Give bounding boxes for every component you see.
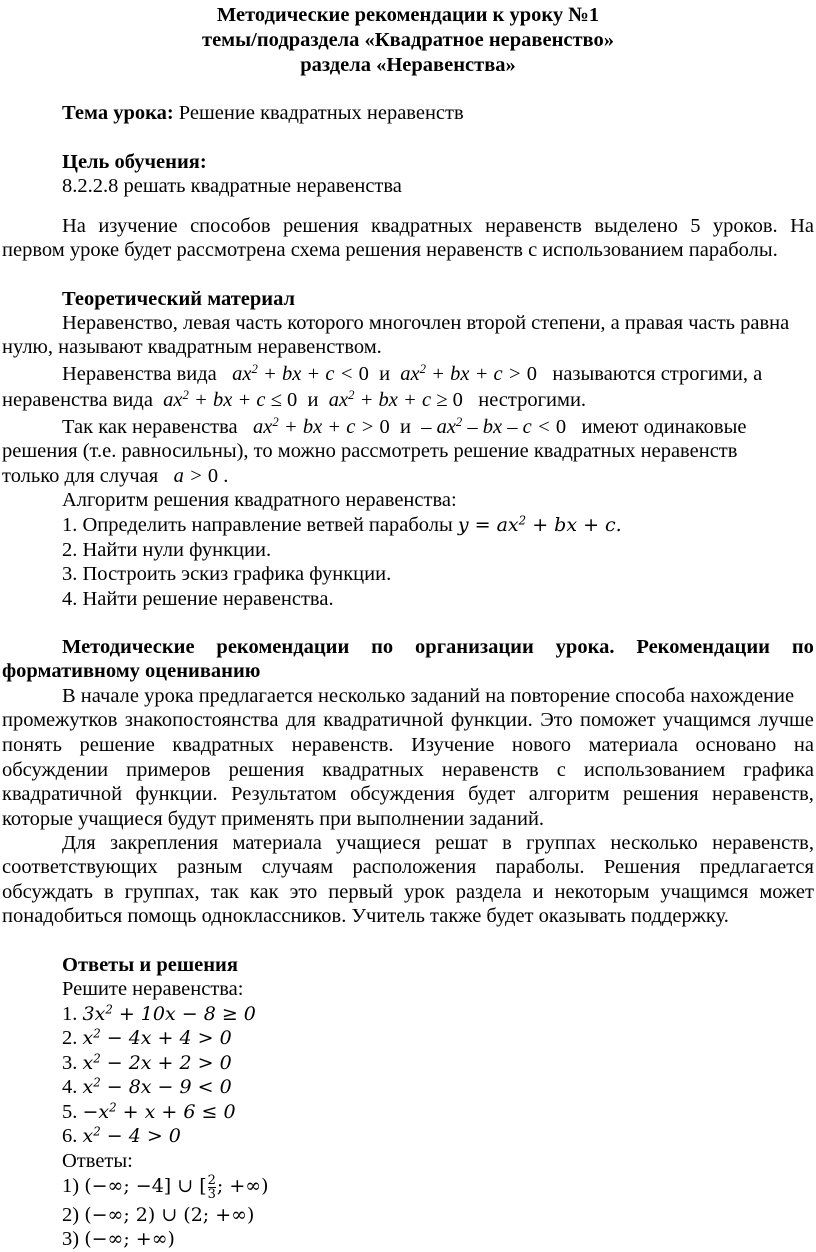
word: материала — [588, 734, 678, 756]
goal-value: 8.2.2.8 решать квадратные неравенства — [62, 175, 402, 197]
word: обсуждении — [2, 759, 109, 781]
word: решение — [79, 734, 155, 756]
word: решения — [283, 215, 359, 237]
word: На — [62, 215, 86, 237]
word: Изучение — [411, 734, 495, 756]
item-number: 2) — [62, 1204, 85, 1226]
word: Решения — [603, 856, 681, 878]
word: алгоритм — [528, 783, 610, 805]
fraction-denominator: 3 — [207, 1187, 216, 1202]
word: Рекомендации — [636, 636, 770, 658]
method-p2-line3 — [2, 880, 814, 905]
word: 5 — [690, 215, 701, 237]
intro-line1 — [62, 214, 814, 239]
word: так — [210, 881, 239, 903]
algo-title: Алгоритм решения квадратного неравенства: — [62, 489, 457, 511]
word: квадратных — [172, 734, 275, 756]
algo-step-2: 2. Найти нули функции. — [62, 539, 272, 561]
theory-p1-line2: нулю, называют квадратным неравенством. — [2, 336, 382, 358]
word: группах, — [124, 881, 200, 903]
formula-ans-2: (−∞; 2) ∪ (2; +∞) — [84, 1204, 255, 1226]
answers-prompt: Решите неравенства: — [62, 978, 244, 1000]
answer-3 — [62, 1227, 802, 1252]
word: Это — [540, 709, 573, 731]
word: с — [556, 759, 566, 781]
text-span: нестрогими. — [478, 389, 587, 411]
theory-p4-line1 — [62, 415, 814, 440]
inequality-3 — [62, 1051, 802, 1076]
item-number: 1. — [62, 1003, 83, 1025]
text-span: Неравенства вида — [62, 363, 217, 385]
word: неравенств, — [712, 783, 814, 805]
method-p1-line3 — [2, 733, 814, 758]
answer-2 — [62, 1203, 802, 1228]
answer-1 — [62, 1174, 802, 1201]
word: графика — [743, 759, 814, 781]
word: знакопостоянства — [124, 709, 279, 731]
word: примеров — [126, 759, 211, 781]
word: изучение — [98, 215, 178, 237]
method-title-line2: формативному оцениванию — [2, 660, 261, 682]
theory-p3-line — [2, 388, 814, 413]
word: неравенств — [441, 759, 539, 781]
formula-equiv-1: $ax^2$ + bx + c > 0 — [253, 415, 390, 438]
method-p2-line1 — [62, 831, 814, 856]
theory-title: Теоретический материал — [62, 288, 296, 310]
word: закрепления — [110, 832, 219, 854]
algo-step-3: 3. Построить эскиз графика функции. — [62, 563, 392, 585]
word: На — [790, 215, 814, 237]
word: выделено — [594, 215, 678, 237]
word: основано — [695, 734, 777, 756]
item-number: 6. — [62, 1125, 83, 1147]
topic-line — [62, 101, 802, 126]
word: учащиеся — [336, 832, 421, 854]
theory-p2-line — [62, 362, 814, 387]
word: уроков. — [712, 215, 778, 237]
theory-p1-line1: Неравенство, левая часть которого многочлен второй степени, а правая часть равна — [62, 312, 790, 334]
word: и — [532, 881, 544, 903]
text-span: только для случая — [2, 465, 159, 487]
method-p1-line4 — [2, 758, 814, 783]
word: некоторым — [554, 881, 650, 903]
text-span: называются строгими, а — [552, 363, 763, 385]
word: для — [285, 709, 316, 731]
answers-label: Ответы: — [62, 1150, 133, 1172]
word: неравенств. — [291, 734, 394, 756]
method-p2-line2 — [2, 855, 814, 880]
word: понять — [2, 734, 62, 756]
formula-equiv-2: – $ax^2$ – bx – c < 0 — [421, 415, 567, 438]
word: параболы. — [495, 856, 585, 878]
word: обсуждать — [2, 881, 93, 903]
word: неравенств — [485, 215, 582, 237]
method-p1-line6: которые учащиеся будут применять при выполнении заданий. — [2, 808, 545, 830]
word: функции. — [135, 783, 218, 805]
word: расположения — [352, 856, 477, 878]
algo-step-4: 4. Найти решение неравенства. — [62, 588, 334, 610]
topic-value: Решение квадратных неравенств — [173, 102, 464, 124]
word: рекомендации — [216, 636, 350, 658]
text-span: имеют одинаковые — [581, 416, 747, 438]
text-span: . — [218, 465, 229, 487]
word: материала — [232, 832, 322, 854]
item-number: 4. — [62, 1076, 83, 1098]
method-title-line1 — [62, 635, 814, 660]
item-number: 1) — [62, 1175, 85, 1198]
formula-parabola: $y = ax^2$ + bx + c. — [457, 513, 622, 536]
goal-label: Цель обучения: — [62, 151, 207, 173]
item-number: 3. — [62, 1052, 83, 1074]
method-p1-line2 — [2, 708, 814, 733]
word: будет — [468, 783, 516, 805]
fraction — [208, 1174, 216, 1201]
inequality-6 — [62, 1124, 802, 1149]
word: поможет — [580, 709, 656, 731]
formula-ineq-5: $-x^2 + x + 6 \le 0$ — [82, 1100, 236, 1123]
word: по — [791, 636, 814, 658]
formula-ineq-4: $x^2 - 8x - 9 < 0$ — [82, 1075, 232, 1098]
text-span: Так как неравенства — [62, 416, 238, 438]
word: квадратных — [371, 215, 473, 237]
word: это — [289, 881, 318, 903]
word: решения — [228, 759, 305, 781]
answers-title: Ответы и решения — [62, 954, 238, 976]
inequality-5 — [62, 1100, 802, 1125]
topic-label: Тема урока: — [62, 102, 174, 124]
word: обсуждения — [350, 783, 455, 805]
word: организации — [415, 636, 534, 658]
method-p2-line4: понадобиться помощь одноклассников. Учитель также будет оказывать поддержку. — [2, 905, 729, 927]
doc-title-line2: темы/подраздела «Квадратное неравенство» — [202, 29, 614, 51]
word: решат — [435, 832, 488, 854]
word: учащимся — [662, 709, 751, 731]
word: Для — [62, 832, 96, 854]
algo-step-1 — [62, 513, 814, 538]
formula-strict-less: $ax^2$ + bx + c < 0 — [232, 362, 369, 385]
formula-strict-greater: $ax^2$ + bx + c > 0 — [400, 362, 537, 385]
word: случаям — [261, 856, 334, 878]
word: Результатом — [231, 783, 337, 805]
text-span: и — [379, 363, 391, 385]
formula-ineq-1: $3x^2 + 10x - 8 \ge 0$ — [82, 1002, 256, 1025]
fraction-numerator: 2 — [207, 1173, 216, 1188]
item-number: 3) — [62, 1228, 85, 1250]
word: в — [103, 881, 114, 903]
word: по — [371, 636, 394, 658]
word: раздела — [455, 881, 522, 903]
doc-title-line1: Методические рекомендации к уроку №1 — [216, 4, 600, 26]
word: способов — [190, 215, 271, 237]
word: использованием — [583, 759, 726, 781]
word: нового — [511, 734, 572, 756]
word: квадратных — [322, 759, 424, 781]
word: в — [502, 832, 512, 854]
inequality-2 — [62, 1026, 802, 1051]
word: первый — [328, 881, 394, 903]
item-number: 5. — [62, 1101, 83, 1123]
method-p1-line5 — [2, 782, 814, 807]
word: лучше — [758, 709, 814, 731]
word: квадратичной — [2, 783, 123, 805]
word: урока. — [555, 636, 615, 658]
word: может — [759, 881, 814, 903]
formula-ans-1: (−∞; −4] ∪ [ $\frac{2}{3}$ ; +∞) — [84, 1173, 269, 1202]
text-span: и — [399, 416, 411, 438]
word: урок — [404, 881, 445, 903]
formula-ineq-3: $x^2 - 2x + 2 > 0$ — [82, 1051, 232, 1074]
theory-p4-line2: решения (т.е. равносильны), то можно рассмотреть решение квадратных неравенств — [2, 440, 738, 462]
formula-ans-3: (−∞; +∞) — [84, 1228, 175, 1250]
word: на — [793, 734, 814, 756]
text-span: 1. Определить направление ветвей параболы — [62, 514, 453, 536]
item-number: 2. — [62, 1027, 83, 1049]
text-span: неравенства вида — [2, 389, 153, 411]
doc-title-line3: раздела «Неравенства» — [300, 54, 516, 76]
word: решения — [622, 783, 699, 805]
word: предлагается — [699, 856, 814, 878]
formula-ineq-2: $x^2 - 4x + 4 > 0$ — [82, 1026, 232, 1049]
word: соответствующих — [2, 856, 158, 878]
inequality-1 — [62, 1002, 802, 1027]
formula-ineq-6: $x^2 - 4 > 0$ — [82, 1124, 181, 1147]
word: квадратичной — [323, 709, 444, 731]
word: разным — [177, 856, 243, 878]
word: функции. — [450, 709, 533, 731]
text-span: и — [307, 389, 319, 411]
word: неравенств, — [712, 832, 814, 854]
formula-nonstrict-less: $ax^2$ + bx + c ≤ 0 — [163, 388, 298, 411]
word: учащимся — [660, 881, 749, 903]
word: группах — [526, 832, 597, 854]
word: как — [249, 881, 279, 903]
theory-p4-line3 — [2, 464, 814, 489]
method-p1-line1: В начале урока предлагается несколько заданий на повторение способа нахождение — [62, 685, 795, 707]
word: несколько — [610, 832, 698, 854]
formula-nonstrict-greater: $ax^2$ + bx + c ≥ 0 — [328, 388, 463, 411]
word: промежутков — [2, 709, 118, 731]
intro-line2: первом уроке будет рассмотрена схема решения неравенств с использованием параболы. — [2, 239, 778, 261]
inequality-4 — [62, 1075, 802, 1100]
formula-a-positive: a > 0 — [173, 465, 219, 487]
word: Методические — [62, 636, 195, 658]
